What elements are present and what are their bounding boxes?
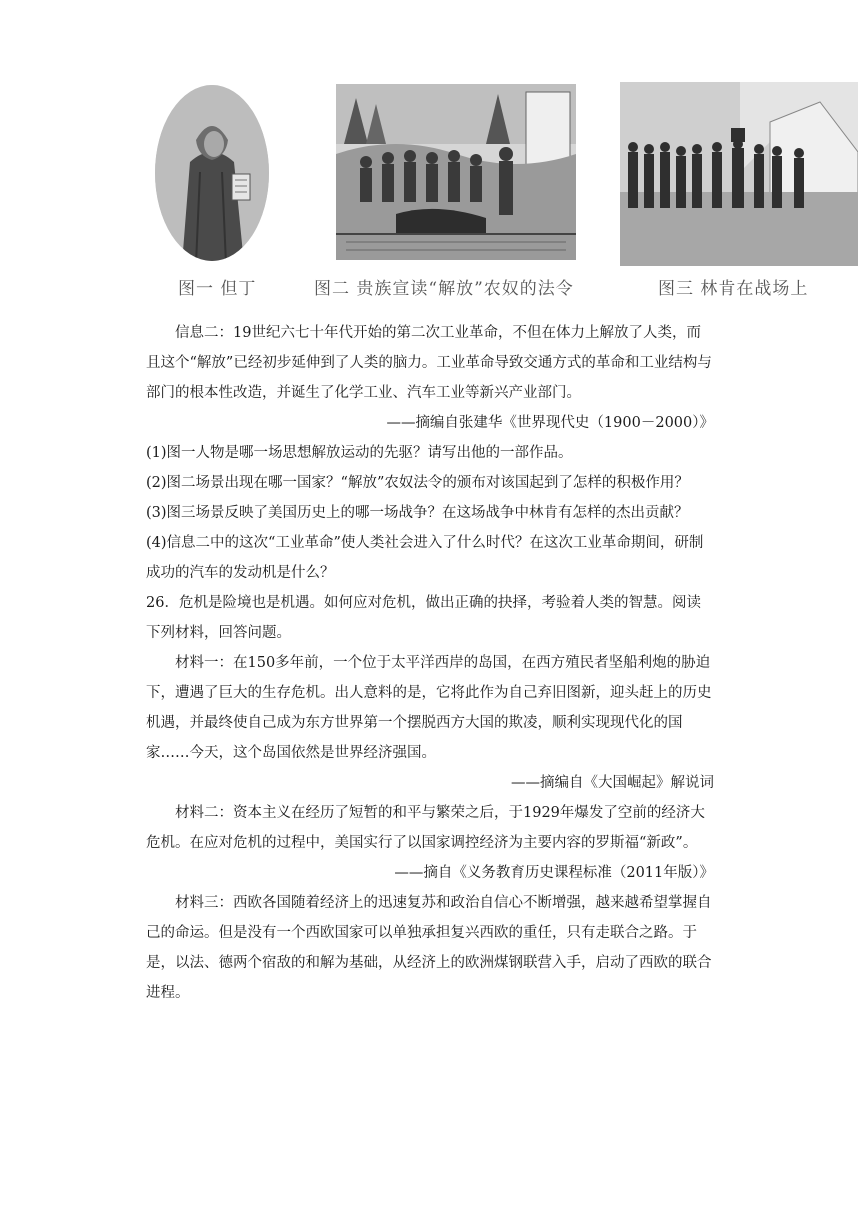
- figure-strip: [148, 78, 860, 308]
- material-2-source: ——摘自《义务教育历史课程标准（2011年版）》: [394, 865, 714, 881]
- question-26-stem: 26．危机是险境也是机遇。如何应对危机，做出正确的抉择，考验着人类的智慧。阅读下列材料，回答问题。: [146, 595, 701, 641]
- material-1-source: ——摘编自《大国崛起》解说词: [511, 775, 714, 791]
- figure-2-emancipation-engraving: [336, 84, 576, 260]
- question-2: (2)图二场景出现在哪一国家？“解放”农奴法令的颁布对该国起到了怎样的积极作用？: [146, 475, 689, 491]
- material-3-text: 材料三：西欧各国随着经济上的迅速复苏和政治自信心不断增强，越来越希望掌握自己的命运。但是没有一个西欧国家可以单独承担复兴西欧的重任，只有走联合之路。于是，以法、德两个宿敌的和解为基础，从经济上的欧洲煤钢联营入手，启动了西欧的联合进程。: [146, 895, 712, 1001]
- figure-3-lincoln-photo: [620, 82, 858, 266]
- figure-2-caption: 图二 贵族宣读“解放”农奴的法令: [314, 279, 574, 299]
- figure-3-caption: 图三 林肯在战场上: [658, 279, 809, 299]
- material-1-text: 材料一：在150多年前，一个位于太平洋西岸的岛国，在西方殖民者坚船利炮的胁迫下，遭遇了巨大的生存危机。出人意料的是，它将此作为自己弃旧图新，迎头赶上的历史机遇，并最终使自己成为东方世界第一个摆脱西方大国的欺凌，顺利实现现代化的国家……今天，这个岛国依然是世界经济强国。: [146, 655, 712, 761]
- material-2-text: 材料二：资本主义在经历了短暂的和平与繁荣之后，于1929年爆发了空前的经济大危机。在应对危机的过程中，美国实行了以国家调控经济为主要内容的罗斯福“新政”。: [146, 805, 705, 851]
- figure-1-caption: 图一 但丁: [178, 279, 257, 299]
- question-3: (3)图三场景反映了美国历史上的哪一场战争？在这场战争中林肯有怎样的杰出贡献？: [146, 505, 689, 521]
- figure-1-dante-portrait: [152, 82, 272, 264]
- info-2-source: ——摘编自张建华《世界现代史（1900－2000）》: [386, 415, 714, 431]
- info-2-paragraph: 信息二：19世纪六七十年代开始的第二次工业革命，不但在体力上解放了人类，而且这个“解放”已经初步延伸到了人类的脑力。工业革命导致交通方式的革命和工业结构与部门的根本性改造，并诞生了化学工业、汽车工业等新兴产业部门。: [146, 325, 712, 401]
- question-1: (1)图一人物是哪一场思想解放运动的先驱？请写出他的一部作品。: [146, 445, 573, 461]
- question-4: (4)信息二中的这次“工业革命”使人类社会进入了什么时代？在这次工业革命期间，研制成功的汽车的发动机是什么？: [146, 535, 704, 581]
- document-body: [146, 318, 714, 1008]
